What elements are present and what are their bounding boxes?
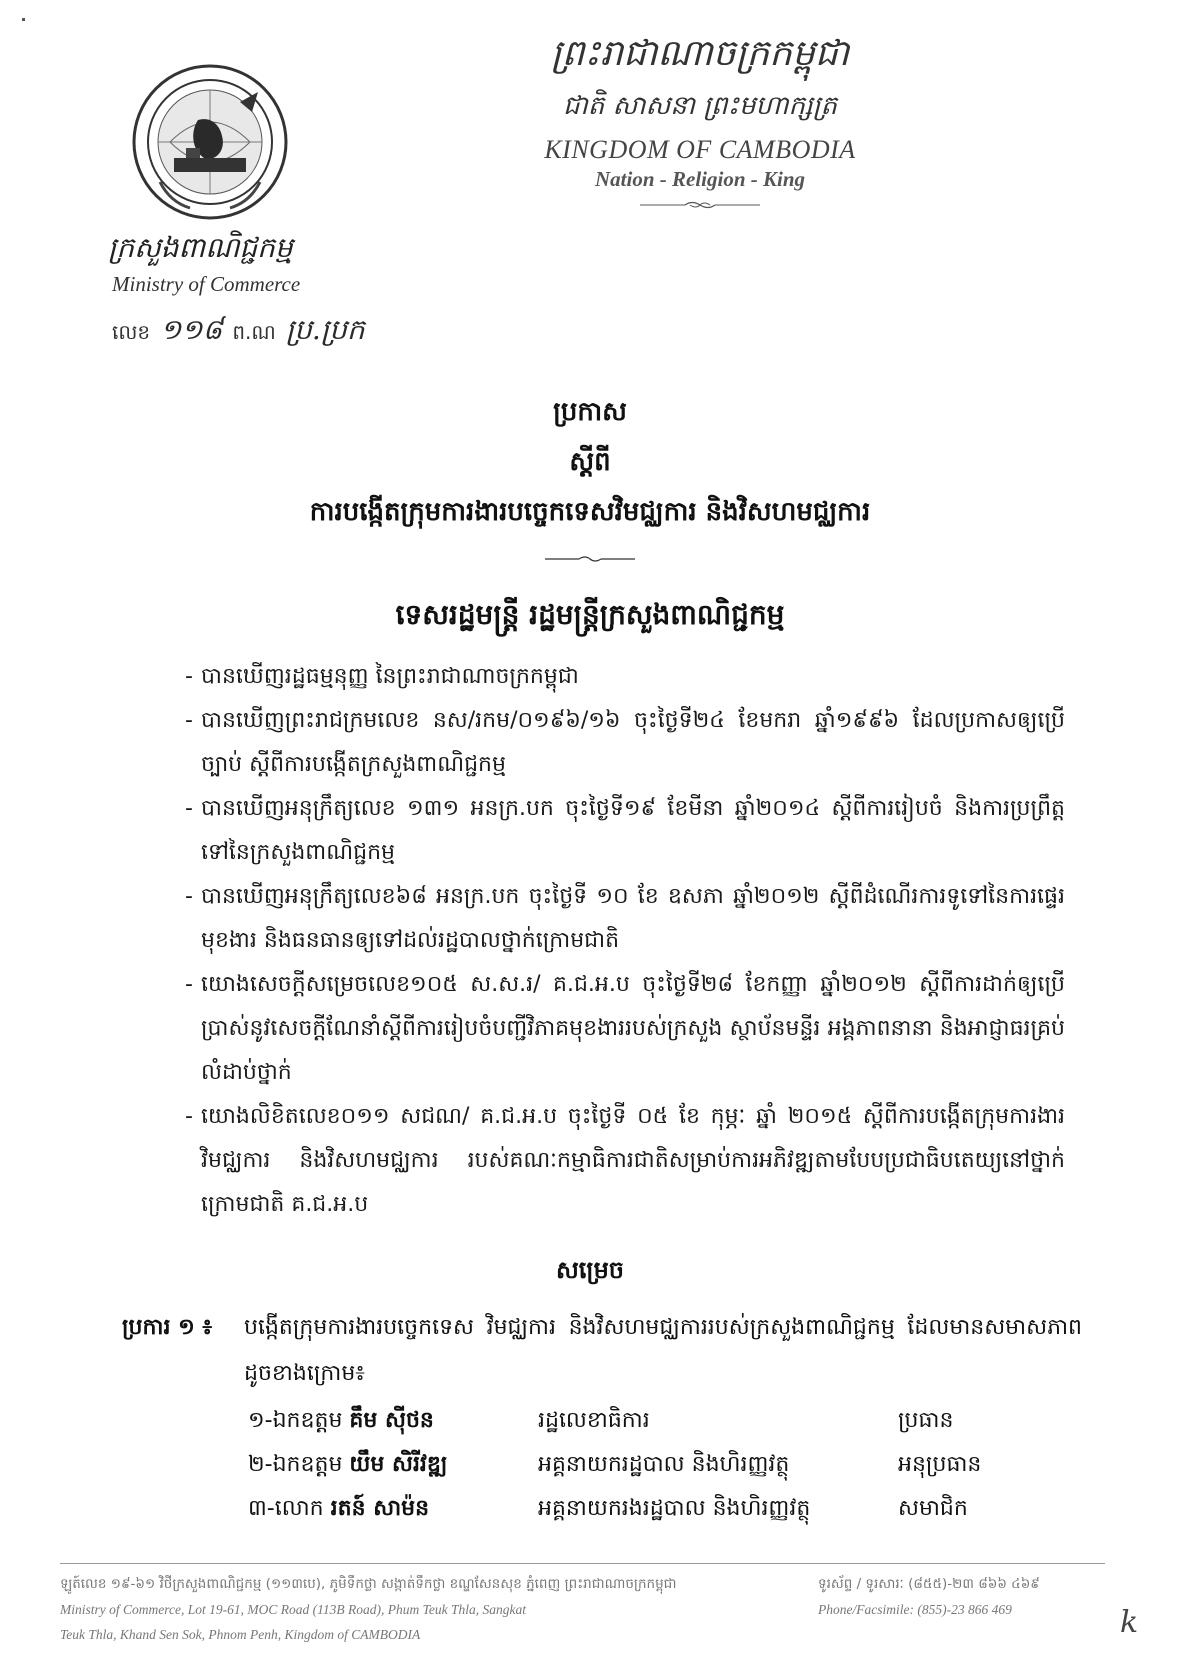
member-name: គឹម ស៊ីថន [349, 1408, 434, 1433]
member-name: រតន៍ សាម៉ន [330, 1496, 430, 1521]
member-position: អគ្គនាយករដ្ឋបាល និងហិរញ្ញវត្ថុ [538, 1452, 790, 1477]
member-position: រដ្ឋលេខាធិការ [538, 1408, 650, 1433]
document-subject: ការបង្កើតក្រុមការងារបច្ចេកទេសវិមជ្ឈការ និងវិសហមជ្ឈការ [309, 497, 871, 527]
footer-address-english-line2: Teuk Thla, Khand Sen Sok, Phnom Penh, Kingdom of CAMBODIA [60, 1627, 421, 1642]
footer-divider [60, 1563, 1105, 1564]
kingdom-name-english: KINGDOM OF CAMBODIA [544, 135, 856, 164]
reference-number-line [112, 312, 365, 353]
footer-address [60, 1572, 820, 1647]
recital-item: - បានឃើញអនុក្រឹត្យលេខ៦៨ អនក្រ.បក ចុះថ្ងៃទី ១០ ខែ ឧសភា ឆ្នាំ២០១២ ស្តីពីដំណើរការទូទៅនៃការផ្ទេរមុខងារ និងធនធានឲ្យទៅដល់រដ្ឋបាលថ្នាក់ក្រោមជាតិ [185, 875, 1065, 963]
recital-text: បានឃើញអនុក្រឹត្យលេខ ១៣១ អនក្រ.បក ចុះថ្ងៃទី១៩ ខែមីនា ឆ្នាំ២០១៤ ស្តីពីការរៀបចំ និងការប្រព្រឹត្ត ទៅនៃក្រសួងពាណិជ្ជកម្ម [201, 796, 1065, 865]
article-1-label: ប្រការ ១ ៖ [122, 1315, 213, 1340]
recital-text: បានឃើញអនុក្រឹត្យលេខ៦៨ អនក្រ.បក ចុះថ្ងៃទី ១០ ខែ ឧសភា ឆ្នាំ២០១២ ស្តីពីដំណើរការទូទៅនៃការផ្ទេរមុខងារ និងធនធានឲ្យទៅដល់រដ្ឋបាលថ្នាក់ក្រោមជាតិ [201, 884, 1065, 953]
recital-text: បានឃើញព្រះរាជក្រមលេខ នស/រកម/០១៩៦/១៦ ចុះថ្ងៃទី២៤ ខែមករា ឆ្នាំ១៩៩៦ ដែលប្រកាសឲ្យប្រើច្បាប់ ស្តីពីការបង្កើតក្រសួងពាណិជ្ជកម្ម [201, 708, 1065, 777]
member-name-cell [248, 1494, 538, 1526]
member-role: ប្រធាន [898, 1408, 954, 1433]
recitals-list [185, 655, 1065, 1227]
kingdom-name-khmer: ព្រះរាជាណាចក្រកម្ពុជា [550, 33, 850, 74]
member-name-cell [248, 1450, 538, 1482]
ref-prefix: លេខ [112, 320, 151, 344]
member-prefix: ១-ឯកឧត្តម [248, 1408, 343, 1433]
ministry-seal-logo [130, 62, 290, 222]
member-role: អនុប្រធាន [898, 1452, 982, 1477]
ref-suffix: ព.ណ [232, 320, 276, 344]
member-role: សមាជិក [898, 1496, 968, 1521]
proclamation-title-block [160, 395, 1020, 638]
footer-address-english-line1: Ministry of Commerce, Lot 19-61, MOC Road (113B Road), Phum Teuk Thla, Sangkat [60, 1602, 526, 1617]
member-prefix: ៣-លោក [248, 1496, 324, 1521]
footer-phone-khmer: ទូរស័ព្ទ / ទូរសារៈ (៨៥៥)-២៣ ៨៦៦ ៤៦៩ [818, 1576, 1040, 1592]
motto-khmer: ជាតិ សាសនា ព្រះមហាក្សត្រ [563, 91, 837, 121]
kingdom-header [520, 30, 880, 210]
member-position: អគ្គនាយករងរដ្ឋបាល និងហិរញ្ញវត្ថុ [538, 1496, 811, 1521]
ornament-divider [640, 200, 760, 210]
member-row [248, 1444, 1068, 1488]
recital-item: - យោងលិខិតលេខ០១១ សជណ/ គ.ជ.អ.ប ចុះថ្ងៃទី ០៥ ខែ កុម្ភៈ ឆ្នាំ ២០១៥ ស្តីពីការបង្កើតក្រុមការងារវិមជ្ឈការ និងវិសហមជ្ឈការ របស់គណៈកម្មាធិការជាតិសម្រាប់ការអភិវឌ្ឍតាមបែបប្រជាធិបតេយ្យនៅថ្នាក់ក្រោមជាតិ គ.ជ.អ.ប [185, 1095, 1065, 1227]
scan-speck [22, 18, 25, 21]
member-prefix: ២-ឯកឧត្តម [248, 1452, 343, 1477]
title-ornament-divider [545, 555, 635, 563]
footer-contact [818, 1572, 1098, 1622]
decision-heading: សម្រេច [555, 1255, 625, 1284]
recital-text: យោងសេចក្តីសម្រេចលេខ១០៥ ស.ស.រ/ គ.ជ.អ.ប ចុះថ្ងៃទី២៨ ខែកញ្ញា ឆ្នាំ២០១២ ស្តីពីការដាក់ឲ្យប្រើប្រាស់នូវសេចក្តីណែនាំស្តីពីការរៀបចំបញ្ជីវិភាគមុខងាររបស់ក្រសួង ស្ថាប័នមន្ទីរ អង្គភាពនានា និងអាជ្ញាធរគ្រប់លំដាប់ថ្នាក់ [201, 972, 1065, 1085]
member-name-cell [248, 1406, 538, 1438]
recital-text: យោងលិខិតលេខ០១១ សជណ/ គ.ជ.អ.ប ចុះថ្ងៃទី ០៥ ខែ កុម្ភៈ ឆ្នាំ ២០១៥ ស្តីពីការបង្កើតក្រុមការងារវិមជ្ឈការ និងវិសហមជ្ឈការ របស់គណៈកម្មាធិការជាតិសម្រាប់ការអភិវឌ្ឍតាមបែបប្រជាធិបតេយ្យនៅថ្នាក់ក្រោមជាតិ គ.ជ.អ.ប [201, 1104, 1065, 1217]
footer-phone-english: Phone/Facsimile: (855)-23 866 469 [818, 1602, 1012, 1617]
ref-handwritten: ប្រ.ប្រក [285, 313, 365, 346]
motto-english: Nation - Religion - King [594, 167, 806, 191]
recital-item: - បានឃើញព្រះរាជក្រមលេខ នស/រកម/០១៩៦/១៦ ចុះថ្ងៃទី២៤ ខែមករា ឆ្នាំ១៩៩៦ ដែលប្រកាសឲ្យប្រើច្បាប់ ស្តីពីការបង្កើតក្រសួងពាណិជ្ជកម្ម [185, 699, 1065, 787]
recital-item: - បានឃើញអនុក្រឹត្យលេខ ១៣១ អនក្រ.បក ចុះថ្ងៃទី១៩ ខែមីនា ឆ្នាំ២០១៤ ស្តីពីការរៀបចំ និងការប្រព្រឹត្ត ទៅនៃក្រសួងពាណិជ្ជកម្ម [185, 787, 1065, 875]
recital-item: - បានឃើញរដ្ឋធម្មនុញ្ញ នៃព្រះរាជាណាចក្រកម្ពុជា [185, 655, 1065, 699]
member-row [248, 1488, 1068, 1532]
member-name: យឹម សិរីវឌ្ឍ [349, 1452, 448, 1477]
document-type: ប្រកាស [553, 397, 627, 427]
members-list [248, 1400, 1068, 1532]
ref-number: ១១៨ [160, 313, 223, 346]
recital-item: - យោងសេចក្តីសម្រេចលេខ១០៥ ស.ស.រ/ គ.ជ.អ.ប ចុះថ្ងៃទី២៨ ខែកញ្ញា ឆ្នាំ២០១២ ស្តីពីការដាក់ឲ្យប្រើប្រាស់នូវសេចក្តីណែនាំស្តីពីការរៀបចំបញ្ជីវិភាគមុខងាររបស់ក្រសួង ស្ថាប័នមន្ទីរ អង្គភាពនានា និងអាជ្ញាធរគ្រប់លំដាប់ថ្នាក់ [185, 963, 1065, 1095]
document-issuer: ទេសរដ្ឋមន្ត្រី រដ្ឋមន្ត្រីក្រសួងពាណិជ្ជកម្ម [395, 598, 785, 631]
footer-address-khmer: ឡូត៍លេខ ១៩-៦១ វិថីក្រសួងពាណិជ្ជកម្ម (១១៣បេ), ភូមិទឹកថ្លា សង្កាត់ទឹកថ្លា ខណ្ឌសែនសុខ ភ្នំពេញ ព្រះរាជាណាចក្រកម្ពុជា [60, 1576, 677, 1592]
member-row [248, 1400, 1068, 1444]
document-about: ស្តីពី [569, 447, 611, 477]
recital-text: បានឃើញរដ្ឋធម្មនុញ្ញ នៃព្រះរាជាណាចក្រកម្ពុជា [201, 664, 579, 689]
ministry-name-english: Ministry of Commerce [112, 272, 301, 296]
ministry-name-khmer: ក្រសួងពាណិជ្ជកម្ម [108, 231, 293, 264]
page-mark: k [1120, 1605, 1139, 1640]
article-1-text: បង្កើតក្រុមការងារបច្ចេកទេស វិមជ្ឈការ និងវិសហមជ្ឈការរបស់ក្រសួងពាណិជ្ជកម្ម ដែលមានសមាសភាពដូចខាងក្រោម៖ [244, 1315, 1082, 1386]
article-1 [122, 1305, 1082, 1397]
